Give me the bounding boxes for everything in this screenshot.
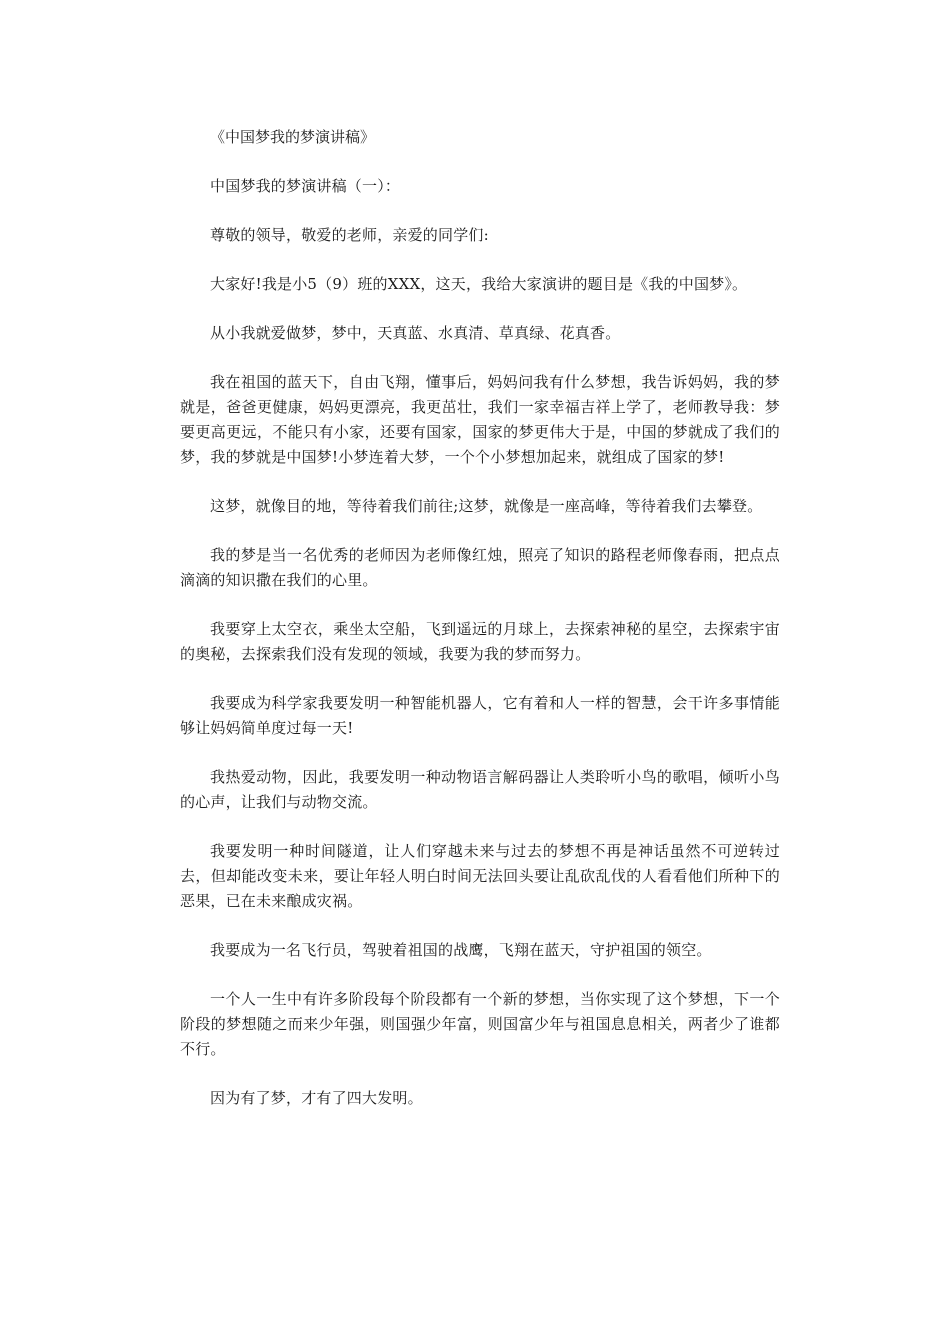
paragraph: 我要发明一种时间隧道，让人们穿越未来与过去的梦想不再是神话虽然不可逆转过去，但却能改变未来，要让年轻人明白时间无法回头要让乱砍乱伐的人看看他们所种下的恶果，已在未来酿成灾祸。 [180, 842, 780, 910]
document-body [180, 125, 780, 1135]
paragraph: 我的梦是当一名优秀的老师因为老师像红烛，照亮了知识的路程老师像春雨，把点点滴滴的知识撒在我们的心里。 [180, 546, 780, 589]
paragraph: 我热爱动物，因此，我要发明一种动物语言解码器让人类聆听小鸟的歌唱，倾听小鸟的心声，让我们与动物交流。 [180, 768, 780, 811]
paragraph: 一个人一生中有许多阶段每个阶段都有一个新的梦想，当你实现了这个梦想，下一个阶段的梦想随之而来少年强，则国强少年富，则国富少年与祖国息息相关，两者少了谁都不行。 [180, 990, 780, 1058]
paragraph: 中国梦我的梦演讲稿（一）： [210, 177, 401, 195]
paragraph: 从小我就爱做梦，梦中，天真蓝、水真清、草真绿、花真香。 [210, 324, 621, 342]
paragraph: 大家好!我是小5（9）班的XXX，这天，我给大家演讲的题目是《我的中国梦》。 [210, 275, 748, 293]
document-title: 《中国梦我的梦演讲稿》 [210, 128, 376, 146]
paragraph: 我在祖国的蓝天下，自由飞翔，懂事后，妈妈问我有什么梦想，我告诉妈妈，我的梦就是，爸爸更健康，妈妈更漂亮，我更茁壮，我们一家幸福吉祥上学了，老师教导我：梦要更高更远，不能只有小家，还要有国家，国家的梦更伟大于是，中国的梦就成了我们的梦，我的梦就是中国梦!小梦连着大梦，一个个小梦想加起来，就组成了国家的梦! [180, 373, 780, 466]
paragraph: 这梦，就像目的地，等待着我们前往;这梦，就像是一座高峰，等待着我们去攀登。 [210, 497, 763, 515]
paragraph: 尊敬的领导，敬爱的老师，亲爱的同学们: [210, 226, 489, 244]
paragraph: 我要穿上太空衣，乘坐太空船，飞到遥远的月球上，去探索神秘的星空，去探索宇宙的奥秘，去探索我们没有发现的领域，我要为我的梦而努力。 [180, 620, 780, 663]
paragraph: 因为有了梦，才有了四大发明。 [210, 1089, 423, 1107]
paragraph: 我要成为科学家我要发明一种智能机器人，它有着和人一样的智慧，会干许多事情能够让妈妈简单度过每一天! [180, 694, 780, 737]
paragraph: 我要成为一名飞行员，驾驶着祖国的战鹰，飞翔在蓝天，守护祖国的领空。 [210, 941, 712, 959]
